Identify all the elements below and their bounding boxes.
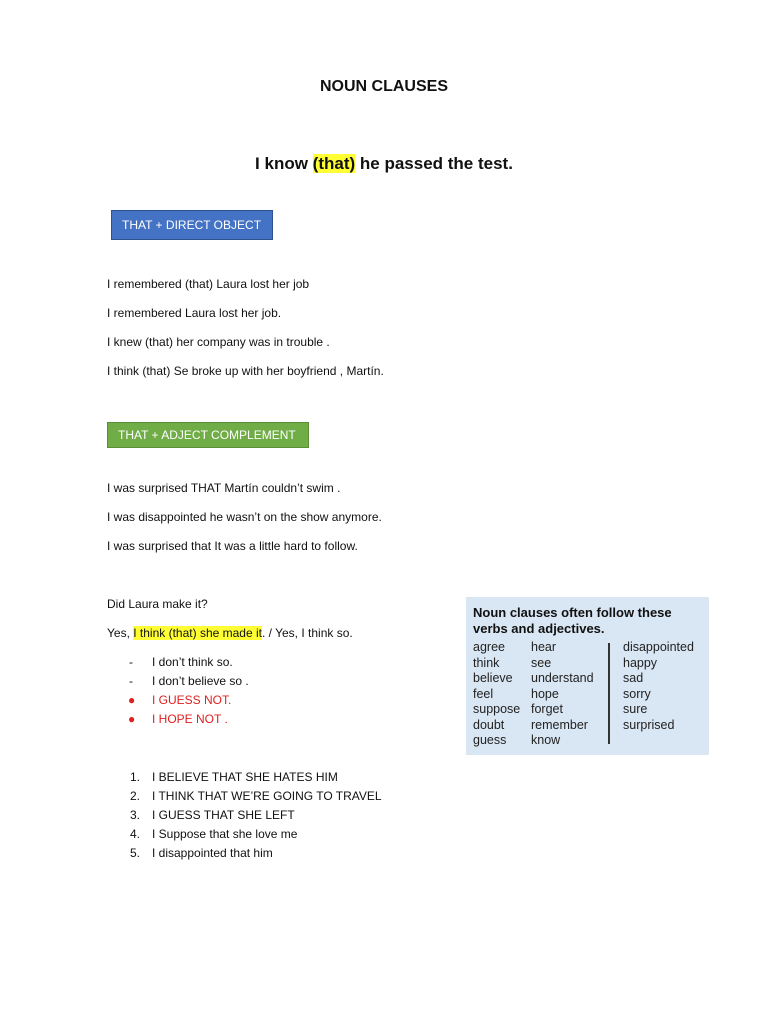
bullet-icon: ●: [128, 712, 136, 726]
list-item-text: I Suppose that she love me: [152, 827, 298, 841]
verb-word: hear: [531, 640, 557, 654]
box-heading-line: Noun clauses often follow these: [473, 605, 672, 620]
list-item: [0, 827, 460, 846]
list-item: [0, 770, 460, 789]
box-heading-line: verbs and adjectives.: [473, 621, 605, 636]
adjective-complement-sentence: I was surprised THAT Martín couldn’t swim .: [107, 481, 341, 495]
verb-word: think: [473, 655, 500, 670]
example-sentence: [0, 154, 768, 174]
adjective-complement-label: THAT + ADJECT COMPLEMENT: [107, 422, 309, 448]
answer-highlight: I think (that) she made it: [133, 626, 262, 640]
adjective-complement-sentence: I was disappointed he wasn’t on the show anymore.: [107, 510, 382, 524]
adjective-complement-sentence: I was surprised that It was a little hard to follow.: [107, 539, 358, 553]
list-item-text: I THINK THAT WE’RE GOING TO TRAVEL: [152, 789, 382, 803]
dash-item-text: I don’t think so.: [152, 655, 233, 669]
adjective-word: sad: [623, 671, 644, 685]
box-heading: [473, 605, 672, 637]
list-number: 4.: [129, 827, 140, 841]
verb-word: feel: [473, 686, 494, 701]
adjective-word: sure: [623, 702, 648, 716]
direct-object-sentence: I remembered Laura lost her job.: [107, 306, 282, 320]
bullet-icon: ●: [128, 693, 136, 707]
dash-marker: -: [129, 674, 133, 688]
adjective-word: disappointed: [623, 640, 694, 654]
red-item-text: I GUESS NOT.: [152, 693, 232, 707]
list-item: [0, 846, 460, 865]
direct-object-label: THAT + DIRECT OBJECT: [111, 210, 273, 240]
answer-pre: Yes,: [107, 626, 134, 640]
list-item: [0, 789, 460, 808]
example-pre: I know: [255, 154, 313, 173]
example-highlight: (that): [312, 154, 356, 173]
dash-marker: -: [129, 655, 133, 669]
verb-word: forget: [531, 702, 563, 716]
column-divider: [608, 643, 610, 744]
verb-word: know: [531, 733, 561, 747]
direct-object-sentence: I knew (that) her company was in trouble .: [107, 335, 330, 349]
verb-word: agree: [473, 640, 505, 654]
direct-object-sentence: I think (that) Se broke up with her boyfriend , Martín.: [107, 364, 384, 378]
question-line: Did Laura make it?: [107, 597, 208, 611]
answer-post: . / Yes, I think so.: [261, 626, 353, 640]
verb-word: remember: [531, 717, 588, 732]
adjective-word: happy: [623, 655, 658, 670]
noun-clause-verbs-box: [466, 597, 709, 755]
document-title: NOUN CLAUSES: [319, 78, 448, 95]
list-number: 5.: [129, 846, 140, 860]
list-number: 1.: [129, 770, 140, 784]
example-post: he passed the test.: [355, 154, 513, 173]
dash-item-text: I don’t believe so .: [152, 674, 249, 688]
verb-word: see: [531, 655, 552, 670]
list-item-text: I GUESS THAT SHE LEFT: [152, 808, 295, 822]
verb-word: believe: [473, 671, 513, 685]
adjectives-column: [623, 640, 694, 733]
verb-word: suppose: [473, 702, 521, 716]
adjective-word: surprised: [623, 717, 675, 732]
numbered-list: [0, 770, 460, 865]
list-number: 3.: [129, 808, 140, 822]
answer-line: [107, 626, 353, 640]
list-number: 2.: [129, 789, 140, 803]
verb-word: doubt: [473, 717, 505, 732]
direct-object-sentence: I remembered (that) Laura lost her job: [107, 277, 310, 291]
verbs-column-2: [531, 640, 594, 749]
list-item: [0, 808, 460, 827]
list-item: [0, 674, 460, 693]
verbs-column-1: [473, 640, 520, 749]
list-item: [0, 693, 460, 712]
verb-word: understand: [531, 671, 594, 685]
list-item: [0, 655, 460, 674]
adjective-word: sorry: [623, 686, 651, 701]
list-item: [0, 712, 460, 731]
verb-word: guess: [473, 733, 507, 747]
dash-list: [0, 655, 460, 731]
verb-word: hope: [531, 686, 559, 701]
red-item-text: I HOPE NOT .: [152, 712, 228, 726]
list-item-text: I BELIEVE THAT SHE HATES HIM: [152, 770, 338, 784]
list-item-text: I disappointed that him: [152, 846, 273, 860]
